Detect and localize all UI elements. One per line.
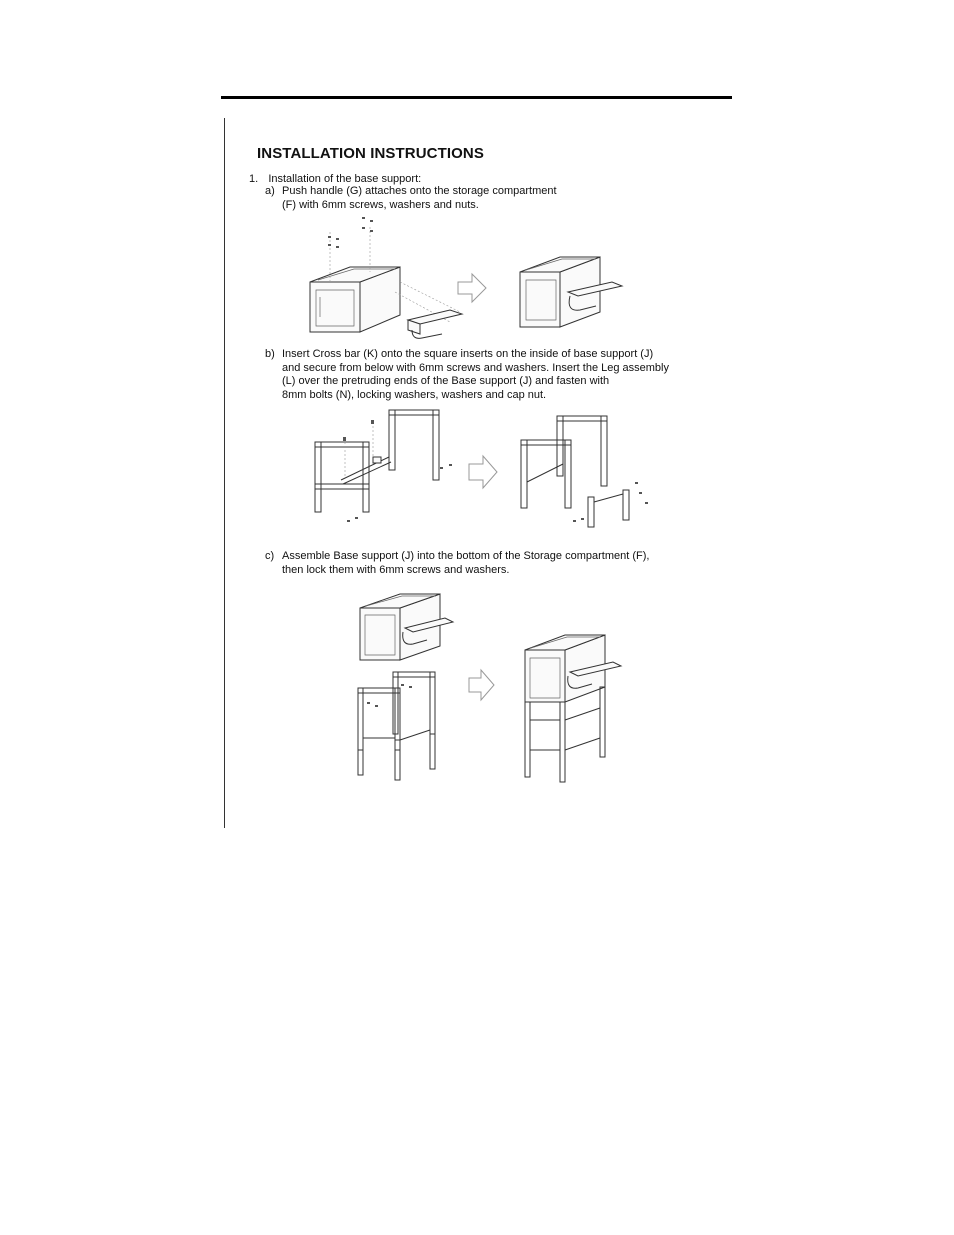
substep-c-line-2: then lock them with 6mm screws and washers.: [282, 563, 510, 576]
substep-a: [265, 185, 557, 212]
figure-c-assembled-unit: [525, 635, 621, 782]
figure-a: [300, 212, 640, 347]
figure-c-base-support-exploded: [358, 672, 435, 780]
header-rule: [221, 96, 732, 99]
figure-c: [355, 590, 655, 785]
figure-a-push-handle: [408, 310, 462, 338]
substep-b-label: b): [265, 348, 275, 360]
step-1-number: 1.: [249, 173, 259, 185]
substep-a-line-1: Push handle (G) attaches onto the storage compartment: [282, 185, 557, 197]
substep-b-line-4: 8mm bolts (N), locking washers, washers and cap nut.: [282, 388, 547, 401]
substep-c-line-1: Assemble Base support (J) into the bottom of the Storage compartment (F),: [282, 550, 650, 562]
figure-b: [305, 402, 660, 530]
substep-b-line-1: Insert Cross bar (K) onto the square inserts on the inside of base support (J): [282, 348, 654, 360]
figure-c-arrow: [469, 670, 494, 700]
substep-c: [265, 550, 649, 577]
page-title: INSTALLATION INSTRUCTIONS: [257, 145, 484, 162]
figure-b-base-support-assembled: [521, 416, 648, 527]
substep-a-line-2: (F) with 6mm screws, washers and nuts.: [282, 198, 479, 211]
substep-b: [265, 348, 669, 402]
substep-b-line-2: and secure from below with 6mm screws and washers. Insert the Leg assembly: [282, 361, 669, 374]
figure-a-arrow: [458, 274, 486, 302]
figure-b-base-support-exploded: [315, 410, 452, 522]
figure-c-storage-compartment: [360, 594, 453, 660]
substep-a-label: a): [265, 185, 275, 197]
step-1-text: Installation of the base support:: [268, 173, 422, 185]
margin-rule: [224, 118, 225, 828]
figure-b-arrow: [469, 456, 497, 488]
figure-a-box-assembled: [520, 257, 622, 327]
figure-a-screws: [328, 217, 373, 248]
substep-b-line-3: (L) over the pretruding ends of the Base support (J) and fasten with: [282, 375, 610, 387]
substep-c-label: c): [265, 550, 275, 562]
